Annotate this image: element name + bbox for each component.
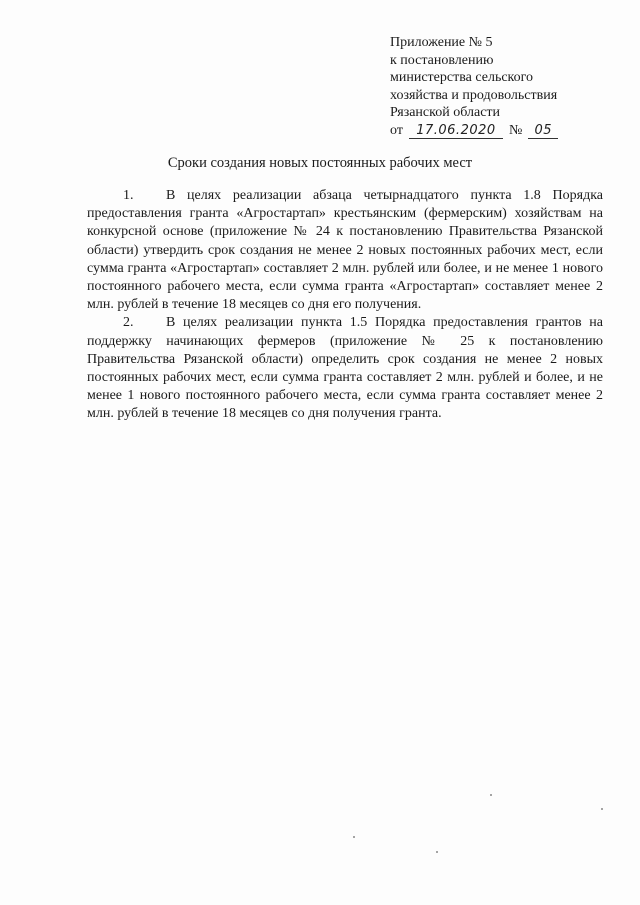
scan-speck [601,808,603,810]
scan-speck [436,851,438,853]
document-body [87,187,603,424]
scan-speck [353,836,355,838]
paragraph-1-text: В целях реализации абзаца четырнадцатого пункта 1.8 Порядка предоставления гранта «Агростартап» крестьянским (фермерским) хозяйствам на конкурсной основе (приложение № 24 к постановлению Правительства Рязанской области) утвердить срок создания не менее 2 новых постоянных рабочих мест, если сумма гранта «Агростартап» составляет 2 млн. рублей или более, и не менее 1 нового постоянного рабочего места, если сумма гранта «Агростартап» составляет менее 2 млн. рублей в течение 18 месяцев со дня его получения. [87,188,603,313]
appendix-line-2: к постановлению [390,52,494,68]
paragraph-2-text: В целях реализации пункта 1.5 Порядка предоставления грантов на поддержку начинающих фермеров (приложение № 25 к постановлению Правительства Рязанской области) определить срок создания не менее 2 новых постоянных рабочих мест, если сумма гранта составляет 2 млн. рублей и более, и не менее 1 нового постоянного рабочего места, если сумма гранта составляет менее 2 млн. рублей в течение 18 месяцев со дня получения гранта. [87,315,603,422]
from-label: от [390,122,403,138]
paragraph-1 [87,187,603,314]
number-label: № [508,122,523,138]
appendix-line-3: министерства сельского [390,70,534,86]
handwritten-date: 17.06.2020 [409,124,503,139]
appendix-number: Приложение № 5 [390,35,493,50]
paragraph-1-number: 1. [123,188,134,203]
appendix-line-5: Рязанской области [390,105,501,121]
appendix-header [390,34,620,140]
document-title: Сроки создания новых постоянных рабочих мест [167,155,473,171]
handwritten-number: 05 [528,124,558,139]
date-number-line [390,122,620,140]
paragraph-2-number: 2. [123,315,134,331]
scan-speck [490,794,492,796]
appendix-line-4: хозяйства и продовольствия [390,87,558,103]
paragraph-2 [87,314,603,423]
